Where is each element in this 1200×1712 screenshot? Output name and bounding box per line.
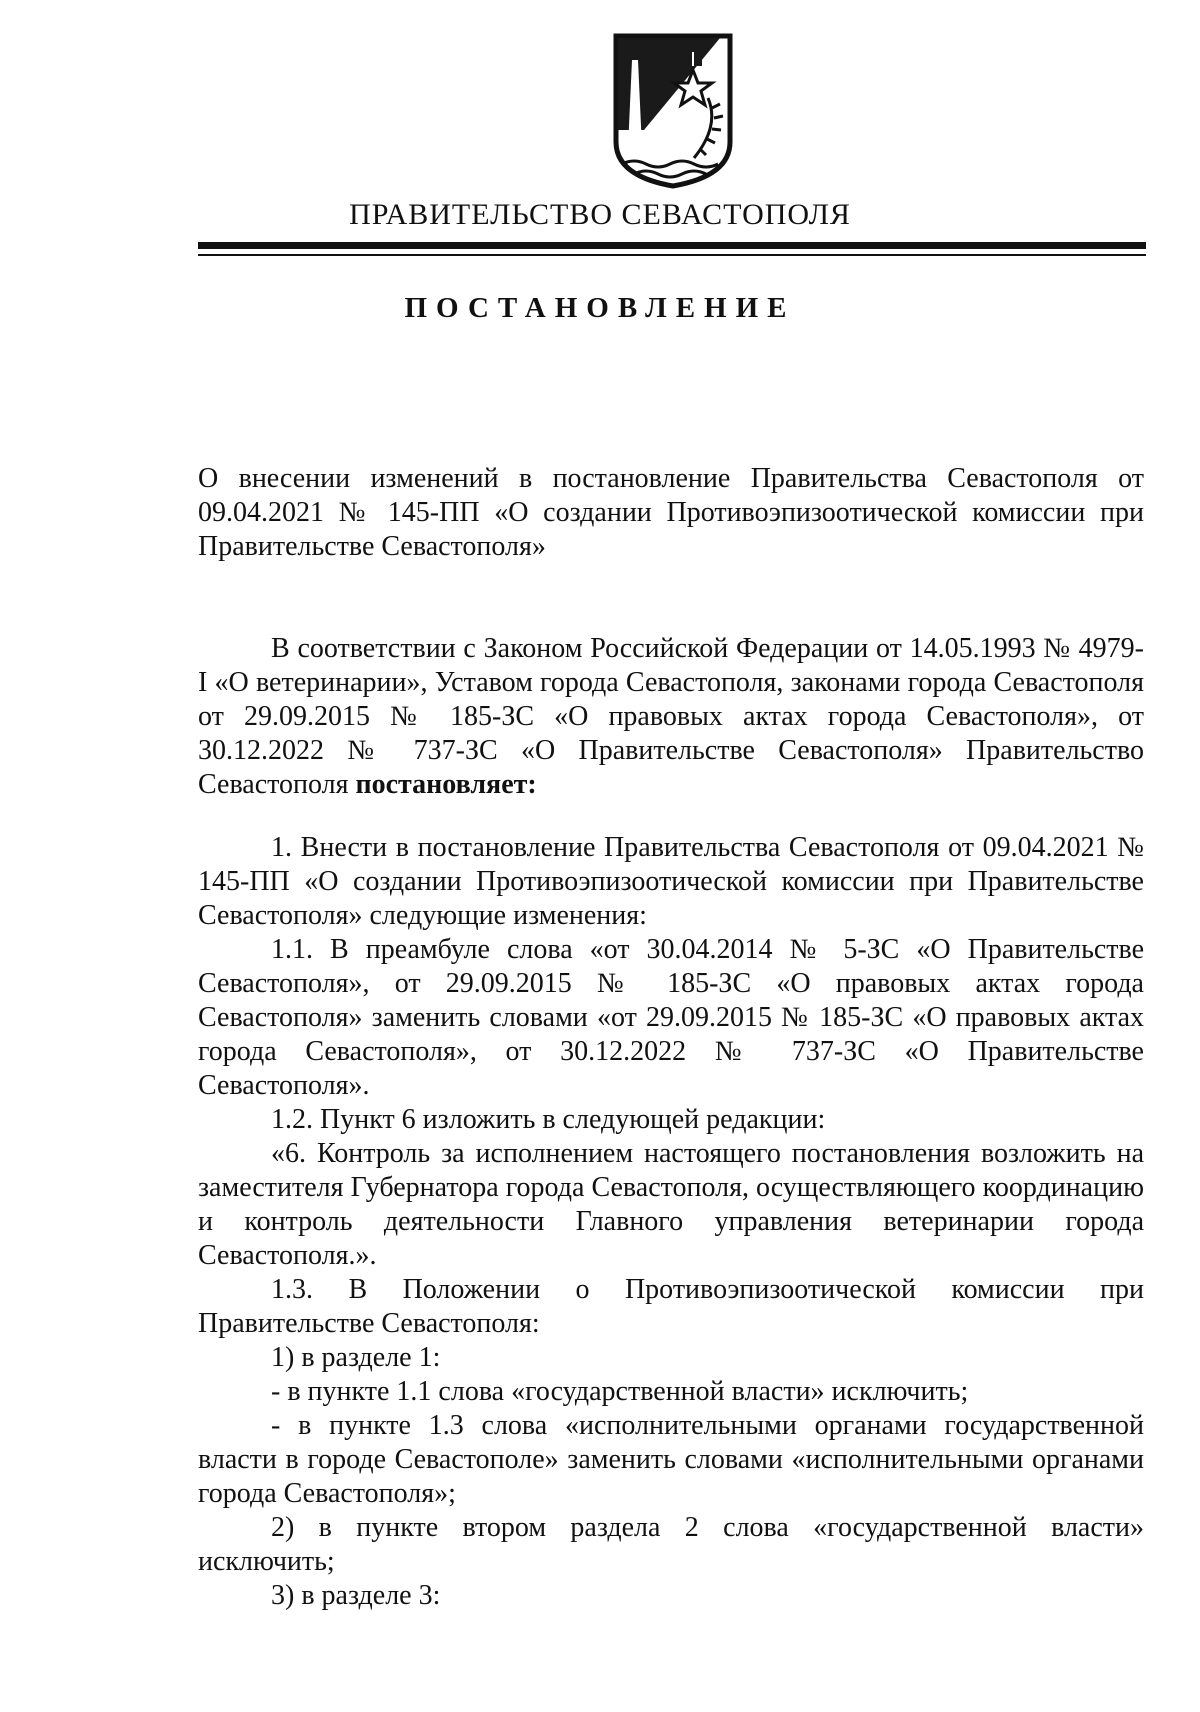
clause-1-2: 1.2. Пункт 6 изложить в следующей редакции: <box>271 1104 826 1135</box>
header-divider-thick <box>198 242 1146 249</box>
document-title-text: О внесении изменений в постановление Правительства Севастополя от 09.04.2021 № 145-ПП «О создании Противоэпизоотической комиссии при Правительстве Севастополя» <box>198 463 1144 562</box>
subclause-2: 2) в пункте втором раздела 2 слова «государственной власти» исключить; <box>198 1512 1144 1577</box>
document-type: ПОСТАНОВЛЕНИЕ <box>404 292 796 324</box>
clause-1-3: 1.3. В Положении о Противоэпизоотической комиссии при Правительстве Севастополя: <box>198 1274 1144 1339</box>
subclause-3: 3) в разделе 3: <box>271 1580 441 1611</box>
subclause-1-item-a: - в пункте 1.1 слова «государственной власти» исключить; <box>271 1376 969 1407</box>
clause-1: 1. Внести в постановление Правительства Севастополя от 09.04.2021 № 145-ПП «О создании Противоэпизоотической комиссии при Правительстве Севастополя» следующие изменения: <box>198 832 1144 931</box>
clause-6-quote: «6. Контроль за исполнением настоящего постановления возложить на заместителя Губернатора города Севастополя, осуществляющего координацию и контроль деятельности Главного управления ветеринарии города Севастополя.». <box>198 1138 1144 1271</box>
document-body <box>198 831 1144 1613</box>
preamble <box>198 632 1144 802</box>
preamble-paragraph <box>198 632 1144 802</box>
header-divider-thin <box>198 254 1146 256</box>
document-title <box>198 462 1144 564</box>
clause-1-1: 1.1. В преамбуле слова «от 30.04.2014 № 5-ЗС «О Правительстве Севастополя», от 29.09.2015 № 185-ЗС «О правовых актах города Севастополя» заменить словами «от 29.09.2015 № 185-ЗС «О правовых актах города Севастополя», от 30.12.2022 № 737-ЗС «О Правительстве Севастополя». <box>198 934 1144 1101</box>
subclause-1-item-b: - в пункте 1.3 слова «исполнительными органами государственной власти в городе Севастополе» заменить словами «исполнительными органами города Севастополя»; <box>198 1410 1144 1509</box>
organization-name: ПРАВИТЕЛЬСТВО СЕВАСТОПОЛЯ <box>349 198 851 231</box>
preamble-text: В соответствии с Законом Российской Федерации от 14.05.1993 № 4979-I «О ветеринарии», Уставом города Севастополя, законами города Севастополя от 29.09.2015 № 185-ЗС «О правовых актах города Севастополя», от 30.12.2022 № 737-ЗС «О Правительстве Севастополя» Правительство Севастополя <box>198 633 1144 800</box>
coat-of-arms-icon <box>608 30 738 190</box>
subclause-1: 1) в разделе 1: <box>271 1342 441 1373</box>
preamble-decision: постановляет: <box>355 769 537 800</box>
